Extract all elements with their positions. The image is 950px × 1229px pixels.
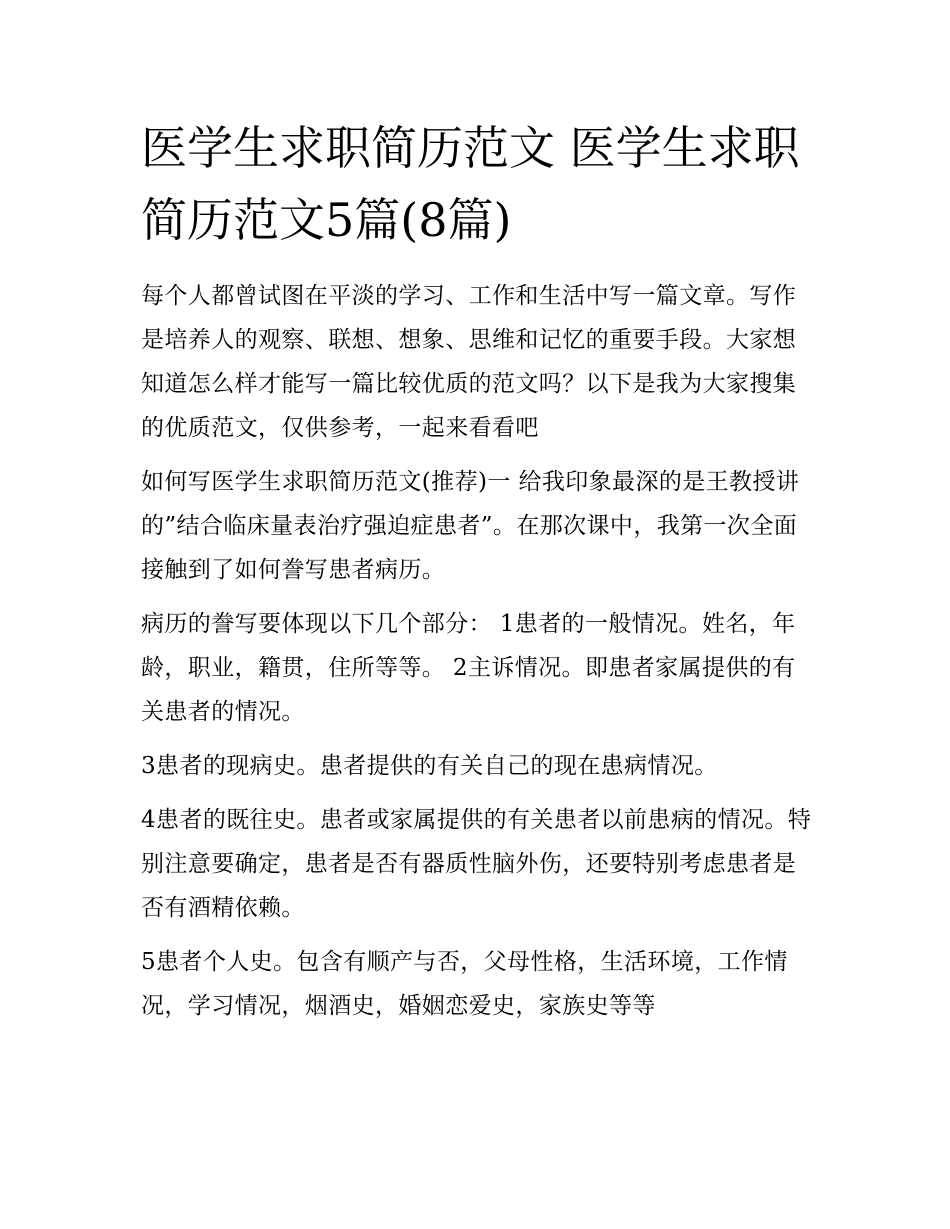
paragraph-past-history: 4患者的既往史。患者或家属提供的有关患者以前患病的情况。特别注意要确定，患者是否有器质性脑外伤，还要特别考虑患者是否有酒精依赖。	[141, 807, 812, 921]
paragraph-lecture: 如何写医学生求职简历范文(推荐)一 给我印象最深的是王教授讲的”结合临床量表治疗强迫症患者”。在那次课中，我第一次全面接触到了如何誊写患者病历。	[141, 469, 800, 583]
paragraph-personal-history: 5患者个人史。包含有顺产与否，父母性格，生活环境，工作情况，学习情况，烟酒史，婚姻恋爱史，家族史等等	[141, 949, 788, 1019]
document-content	[141, 112, 813, 1038]
document-title: 医学生求职简历范文 医学生求职简历范文5篇(8篇)	[141, 121, 800, 247]
paragraph-intro: 每个人都曾试图在平淡的学习、工作和生活中写一篇文章。写作是培养人的观察、联想、想象、思维和记忆的重要手段。大家想知道怎么样才能写一篇比较优质的范文吗？以下是我为大家搜集的优质范文，仅供参考，一起来看看吧	[141, 283, 797, 441]
paragraph-present-illness: 3患者的现病史。患者提供的有关自己的现在患病情况。	[141, 753, 718, 779]
paragraph-record-parts: 病历的誊写要体现以下几个部分： 1患者的一般情况。姓名，年龄，职业，籍贯，住所等等。 2主诉情况。即患者家属提供的有关患者的情况。	[141, 611, 796, 725]
